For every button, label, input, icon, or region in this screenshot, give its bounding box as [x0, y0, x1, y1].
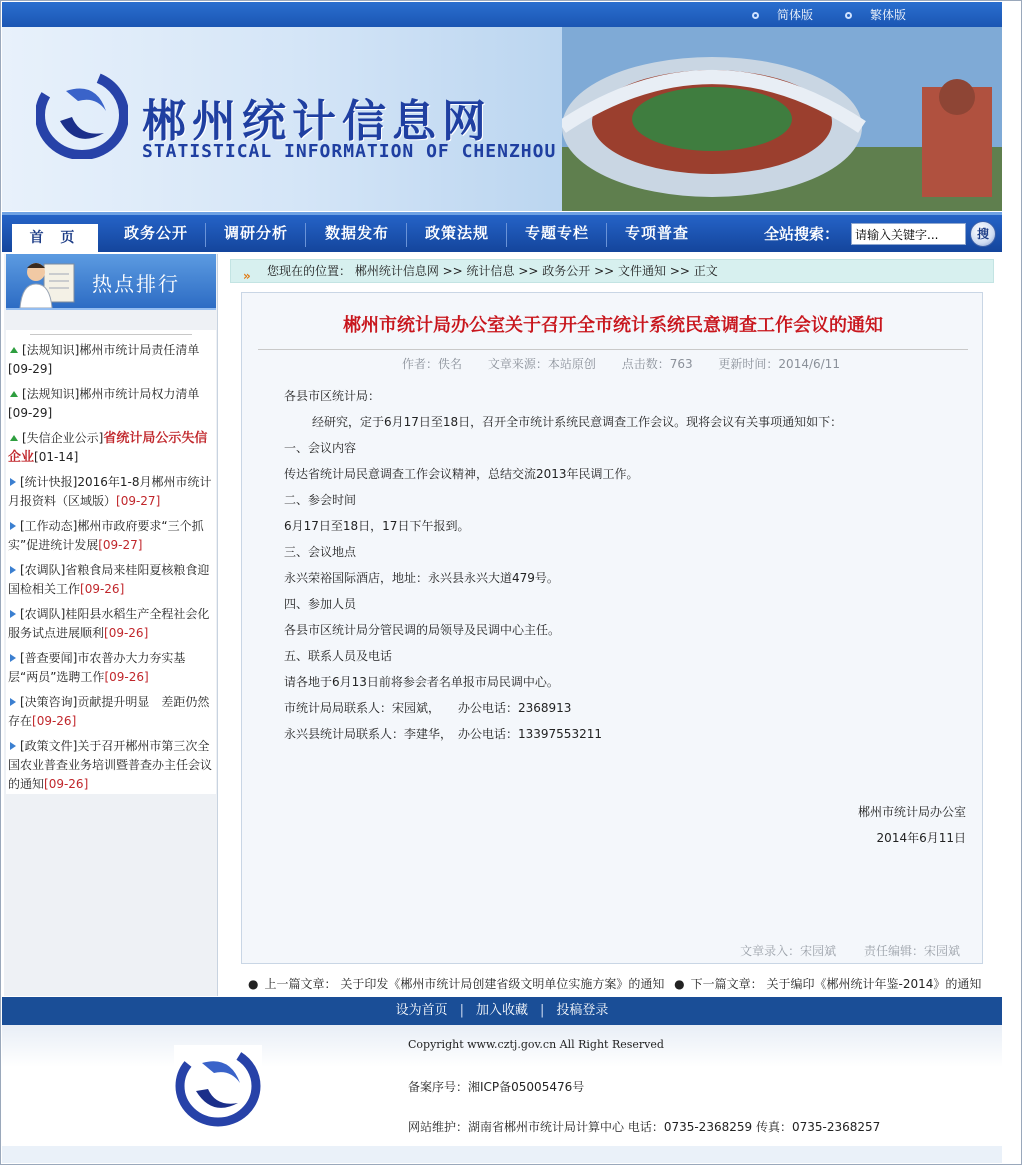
sign-date: 2014年6月11日	[876, 831, 966, 845]
paragraph: 传达省统计局民意调查工作会议精神，总结交流2013年民调工作。	[284, 467, 639, 481]
add-favorite-link[interactable]: 加入收藏	[475, 1003, 528, 1018]
top-bar	[2, 2, 1002, 27]
icp-text: 备案序号：湘ICP备05005476号	[408, 1080, 585, 1094]
article-editors	[716, 942, 960, 959]
prev-next-links: ● 上一篇文章： 关于印发《郴州市统计局创建省级文明单位实施方案》的通知 ● 下一篇文章： 关于编印《郴州统计年鉴-2014》的通知	[248, 977, 982, 991]
nav-separator	[305, 223, 306, 247]
bullet-icon	[845, 12, 852, 19]
right-arrow-icon	[10, 478, 16, 486]
footer-logo-icon	[174, 1045, 262, 1127]
up-arrow-icon	[10, 435, 18, 441]
search-label: 全站搜索：	[764, 225, 840, 243]
divider	[258, 349, 968, 350]
list-item[interactable]: [工作动态]郴州市政府要求“三个抓实”促进统计发展[09-27]	[8, 519, 204, 552]
site-title: 郴州统计信息网	[142, 96, 492, 147]
prev-article-link[interactable]: 关于印发《郴州市统计局创建省级文明单位实施方案》的通知	[340, 977, 665, 991]
list-item[interactable]: [决策咨询]贡献提升明显 差距仍然存在[09-26]	[8, 695, 210, 728]
nav-item-data-release[interactable]: 数据发布	[325, 224, 390, 242]
bottom-strip	[2, 1146, 1002, 1163]
list-item[interactable]: [普查要闻]市农普办大力夯实基层“两员”选聘工作[09-26]	[8, 651, 186, 684]
nav-item-policy[interactable]: 政策法规	[425, 224, 490, 242]
breadcrumb-text[interactable]: 您现在的位置： 郴州统计信息网 >> 统计信息 >> 政务公开 >> 文件通知 >> 正文	[267, 264, 718, 278]
article-updated: 更新时间：2014/6/11	[718, 357, 840, 371]
list-item[interactable]: [统计快报]2016年1-8月郴州市统计月报资料（区域版）[09-27]	[8, 475, 212, 508]
right-arrow-icon	[10, 566, 16, 574]
paragraph: 各县市区统计局分管民调的局领导及民调中心主任。	[284, 623, 561, 637]
nav-separator	[506, 223, 507, 247]
hot-ranking-title: 热点排行	[92, 272, 180, 296]
list-item[interactable]: [失信企业公示]省统计局公示失信企业[01-14]	[8, 431, 208, 465]
traditional-link[interactable]: 繁体版	[845, 6, 906, 23]
article-author: 作者：佚名	[402, 357, 463, 371]
list-item[interactable]: [法规知识]郴州市统计局权力清单 [09-29]	[8, 387, 200, 420]
search-input[interactable]	[851, 223, 966, 245]
right-arrow-icon	[10, 610, 16, 618]
next-article-link[interactable]: 关于编印《郴州统计年鉴-2014》的通知	[766, 977, 982, 991]
article-body	[284, 383, 964, 747]
article-editor: 责任编辑：宋园斌	[863, 944, 960, 958]
paragraph: 永兴县统计局联系人：李建华， 办公电话：13397553211	[284, 727, 602, 741]
nav-separator	[406, 223, 407, 247]
arrow-icon: »	[243, 269, 251, 283]
main-nav	[2, 212, 1002, 252]
paragraph: 经研究，定于6月17日至18日，召开全市统计系统民意调查工作会议。现将会议有关事项通知如下：	[312, 415, 843, 429]
submit-login-link[interactable]: 投稿登录	[556, 1003, 609, 1018]
list-item[interactable]: [法规知识]郴州市统计局责任清单 [09-29]	[8, 343, 200, 376]
paragraph: 永兴荣裕国际酒店，地址：永兴县永兴大道479号。	[284, 571, 559, 585]
article-title: 郴州市统计局办公室关于召开全市统计系统民意调查工作会议的通知	[343, 315, 883, 336]
footer	[2, 1025, 1002, 1145]
right-arrow-icon	[10, 742, 16, 750]
list-item[interactable]: [政策文件]关于召开郴州市第三次全国农业普查业务培训暨普查办主任会议的通知[09-26]	[8, 739, 213, 791]
nav-item-topics[interactable]: 专题专栏	[525, 224, 590, 242]
up-arrow-icon	[10, 347, 18, 353]
site-banner	[2, 27, 1002, 211]
right-arrow-icon	[10, 698, 16, 706]
paragraph: 五、联系人员及电话	[284, 649, 393, 663]
bullet-icon	[752, 12, 759, 19]
article-source: 文章来源：本站原创	[487, 357, 596, 371]
paragraph: 各县市区统计局：	[284, 389, 381, 403]
paragraph: 市统计局局联系人：宋园斌， 办公电话：2368913	[284, 701, 572, 715]
nav-separator	[606, 223, 607, 247]
sign-org: 郴州市统计局办公室	[857, 805, 966, 819]
up-arrow-icon	[10, 391, 18, 397]
nav-separator	[205, 223, 206, 247]
footer-links-bar: 设为首页 | 加入收藏 | 投稿登录	[2, 997, 1002, 1025]
paragraph: 一、会议内容	[284, 441, 357, 455]
search-button[interactable]: 搜	[970, 221, 996, 247]
article-clicks: 点击数：763	[621, 357, 693, 371]
simplified-link[interactable]: 简体版	[752, 6, 813, 23]
article-entry: 文章录入：宋园斌	[740, 944, 837, 958]
maintain-text: 网站维护：湖南省郴州市统计局计算中心 电话：0735-2368259 传真：0735-2368257	[408, 1120, 881, 1134]
paragraph: 二、参会时间	[284, 493, 357, 507]
nav-item-census[interactable]: 专项普查	[625, 224, 690, 242]
paragraph: 请各地于6月13日前将参会者名单报市局民调中心。	[284, 675, 559, 689]
bullet-icon: ●	[674, 977, 685, 991]
paragraph: 四、参加人员	[284, 597, 357, 611]
paragraph: 三、会议地点	[284, 545, 357, 559]
list-item[interactable]: [农调队]桂阳县水稻生产全程社会化服务试点进展顺利[09-26]	[8, 607, 210, 640]
site-title-en: STATISTICAL INFORMATION OF CHENZHOU	[142, 141, 557, 162]
hot-ranking-list	[6, 330, 216, 794]
breadcrumb	[230, 259, 994, 283]
left-sidebar	[4, 254, 218, 996]
divider	[30, 334, 192, 335]
article-meta	[402, 355, 862, 372]
right-arrow-icon	[10, 654, 16, 662]
paragraph: 6月17日至18日，17日下午报到。	[284, 519, 470, 533]
nav-item-research[interactable]: 调研分析	[224, 224, 289, 242]
person-document-icon	[14, 256, 80, 308]
article-panel	[241, 292, 983, 964]
nav-item-gov-affairs[interactable]: 政务公开	[124, 224, 189, 242]
site-logo-icon[interactable]	[36, 71, 128, 159]
copyright-text: Copyright www.cztj.gov.cn All Right Reserved	[408, 1038, 664, 1051]
stadium-image-icon	[562, 27, 1002, 211]
nav-home[interactable]: 首 页	[12, 224, 98, 252]
right-arrow-icon	[10, 522, 16, 530]
list-item[interactable]: [农调队]省粮食局来桂阳夏核粮食迎国检相关工作[09-26]	[8, 563, 210, 596]
set-homepage-link[interactable]: 设为首页	[395, 1003, 448, 1018]
hot-ranking-header	[6, 254, 216, 310]
bullet-icon: ●	[248, 977, 259, 991]
